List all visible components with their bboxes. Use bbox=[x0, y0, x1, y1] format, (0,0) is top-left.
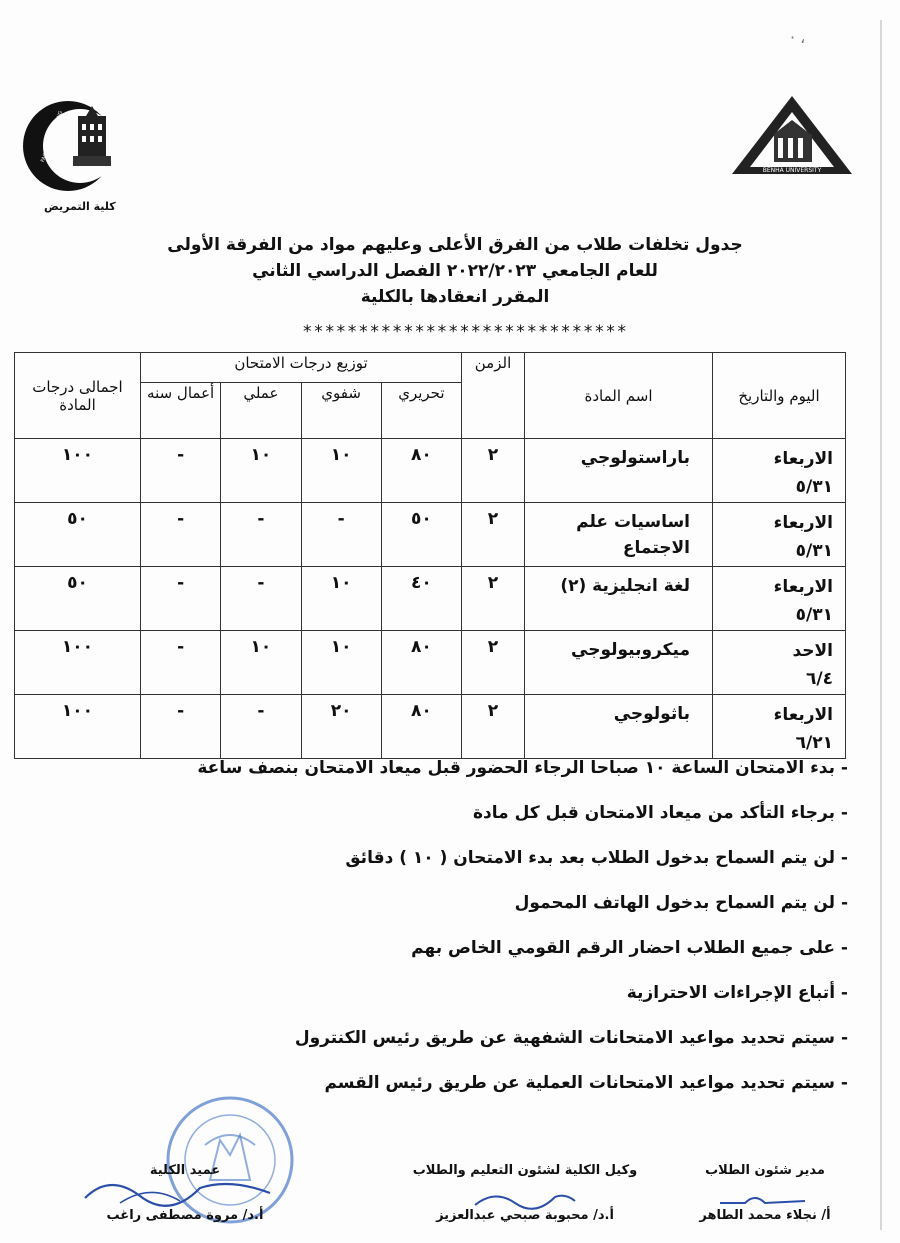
instruction-item: - أتباع الإجراءات الاحترازية bbox=[626, 983, 848, 1003]
heading-line-2: للعام الجامعي ٢٠٢٢/٢٠٢٣ الفصل الدراسي الثاني bbox=[252, 261, 658, 281]
cell-day bbox=[713, 503, 846, 567]
day-date: ٥/٣١ bbox=[795, 477, 833, 497]
signature-name: أ.د/ محبوبة صبحي عبدالعزيز bbox=[436, 1208, 614, 1223]
nursing-faculty-logo bbox=[18, 98, 130, 216]
scan-edge bbox=[880, 20, 882, 1230]
day-date: ٥/٣١ bbox=[795, 541, 833, 561]
table-row bbox=[15, 439, 846, 503]
cell-oral: ١٠ bbox=[301, 631, 381, 695]
signature-title: عميد الكلية bbox=[149, 1163, 221, 1178]
header-practical: عملي bbox=[221, 383, 301, 439]
cell-subject: ميكروبيولوجي bbox=[525, 631, 713, 695]
header-time: الزمن bbox=[462, 353, 525, 439]
cell-practical: - bbox=[221, 567, 301, 631]
logo-right-text: BENHA UNIVERSITY bbox=[762, 167, 822, 174]
table-row bbox=[15, 503, 846, 567]
cell-total: ١٠٠ bbox=[15, 695, 141, 759]
signature-vice-dean bbox=[400, 1163, 650, 1223]
cell-year-work: - bbox=[141, 695, 221, 759]
day-name: الاحد bbox=[792, 641, 833, 661]
day-name: الاربعاء bbox=[773, 449, 833, 469]
cell-subject: لغة انجليزية (٢) bbox=[525, 567, 713, 631]
instruction-item: - سيتم تحديد مواعيد الامتحانات العملية عن طريق رئيس القسم bbox=[324, 1073, 848, 1093]
cell-oral: ٢٠ bbox=[301, 695, 381, 759]
cell-day bbox=[713, 567, 846, 631]
exam-schedule-table bbox=[14, 352, 846, 759]
document-heading bbox=[140, 232, 770, 310]
signature-name: أ.د/ مروة مصطفى راغب bbox=[106, 1208, 264, 1223]
day-date: ٦/٤ bbox=[806, 669, 833, 689]
cell-day bbox=[713, 695, 846, 759]
logo-left-caption: كلية التمريض bbox=[44, 200, 116, 213]
cell-subject: باثولوجي bbox=[525, 695, 713, 759]
header-year-work: أعمال سنه bbox=[141, 383, 221, 439]
cell-subject: اساسيات علم الاجتماع bbox=[525, 503, 713, 567]
cell-oral: - bbox=[301, 503, 381, 567]
day-name: الاربعاء bbox=[773, 705, 833, 725]
cell-time: ٢ bbox=[462, 567, 525, 631]
day-date: ٥/٣١ bbox=[795, 605, 833, 625]
cell-day bbox=[713, 631, 846, 695]
cell-practical: ١٠ bbox=[221, 631, 301, 695]
instruction-item: - سيتم تحديد مواعيد الامتحانات الشفهية عن طريق رئيس الكنترول bbox=[294, 1028, 848, 1048]
corner-mark: · ، bbox=[790, 28, 806, 47]
cell-practical: ١٠ bbox=[221, 439, 301, 503]
cell-total: ١٠٠ bbox=[15, 631, 141, 695]
header-day-date: اليوم والتاريخ bbox=[713, 353, 846, 439]
signature-name: أ/ نجلاء محمد الطاهر bbox=[699, 1208, 831, 1223]
instruction-item: - بدء الامتحان الساعة ١٠ صباحا الرجاء الحضور قبل ميعاد الامتحان بنصف ساعة bbox=[197, 758, 848, 778]
table-row bbox=[15, 695, 846, 759]
table-row bbox=[15, 631, 846, 695]
header-subject: اسم المادة bbox=[525, 353, 713, 439]
header-oral: شفوي bbox=[301, 383, 381, 439]
cell-written: ٨٠ bbox=[381, 631, 461, 695]
cell-total: ١٠٠ bbox=[15, 439, 141, 503]
university-logo bbox=[730, 92, 855, 187]
signature-dean bbox=[95, 1163, 275, 1223]
header-total: اجمالى درجات المادة bbox=[15, 353, 141, 439]
cell-day bbox=[713, 439, 846, 503]
day-name: الاربعاء bbox=[773, 513, 833, 533]
cell-year-work: - bbox=[141, 631, 221, 695]
cell-subject: باراستولوجي bbox=[525, 439, 713, 503]
header-distribution: توزيع درجات الامتحان bbox=[141, 353, 462, 383]
cell-total: ٥٠ bbox=[15, 503, 141, 567]
cell-time: ٢ bbox=[462, 631, 525, 695]
cell-written: ٨٠ bbox=[381, 439, 461, 503]
cell-oral: ١٠ bbox=[301, 567, 381, 631]
cell-time: ٢ bbox=[462, 439, 525, 503]
instruction-item: - على جميع الطلاب احضار الرقم القومي الخاص بهم bbox=[411, 938, 848, 958]
cell-time: ٢ bbox=[462, 695, 525, 759]
star-separator: ***************************** bbox=[302, 322, 628, 342]
cell-written: ٨٠ bbox=[381, 695, 461, 759]
heading-line-1: جدول تخلفات طلاب من الفرق الأعلى وعليهم مواد من الفرقة الأولى bbox=[167, 235, 743, 255]
cell-written: ٤٠ bbox=[381, 567, 461, 631]
heading-line-3: المقرر انعقادها بالكلية bbox=[360, 287, 550, 307]
signature-director bbox=[690, 1163, 840, 1223]
signature-title: وكيل الكلية لشئون التعليم والطلاب bbox=[412, 1163, 638, 1178]
cell-practical: - bbox=[221, 503, 301, 567]
instruction-item: - برجاء التأكد من ميعاد الامتحان قبل كل مادة bbox=[473, 803, 848, 823]
day-date: ٦/٢١ bbox=[795, 733, 833, 753]
day-name: الاربعاء bbox=[773, 577, 833, 597]
instruction-item: - لن يتم السماح بدخول الطلاب بعد بدء الامتحان ( ١٠ ) دقائق bbox=[345, 848, 848, 868]
table-row bbox=[15, 567, 846, 631]
instruction-item: - لن يتم السماح بدخول الهاتف المحمول bbox=[514, 893, 848, 913]
cell-total: ٥٠ bbox=[15, 567, 141, 631]
header-written: تحريري bbox=[381, 383, 461, 439]
cell-year-work: - bbox=[141, 439, 221, 503]
logo-ring-text: FACULTY OF NURSING bbox=[40, 110, 65, 164]
signature-title: مدير شئون الطلاب bbox=[705, 1163, 825, 1178]
instructions-list bbox=[68, 752, 848, 1112]
cell-year-work: - bbox=[141, 567, 221, 631]
cell-oral: ١٠ bbox=[301, 439, 381, 503]
cell-year-work: - bbox=[141, 503, 221, 567]
cell-practical: - bbox=[221, 695, 301, 759]
cell-time: ٢ bbox=[462, 503, 525, 567]
cell-written: ٥٠ bbox=[381, 503, 461, 567]
